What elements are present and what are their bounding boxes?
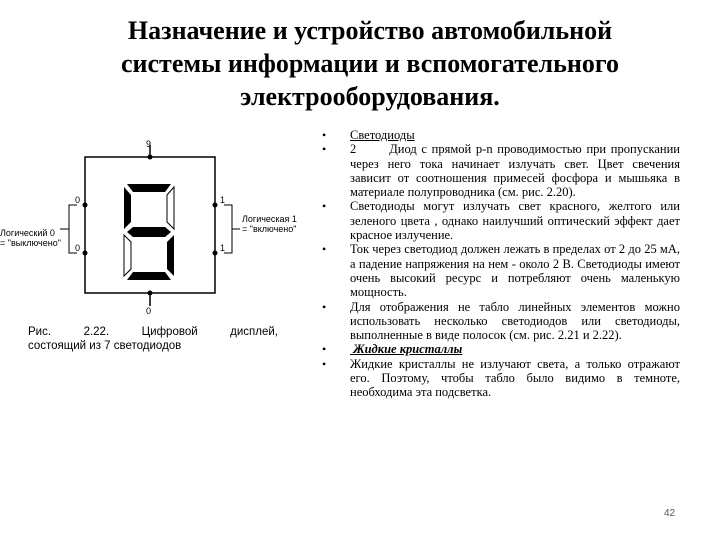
list-item: • Для отображения не табло линейных элементов можно использовать несколько светодиодов или светодиоды, выполненные в виде полосок (см. рис. 2.21 и 2.22). xyxy=(322,299,680,343)
pin-left-top-label: 0 xyxy=(75,195,81,205)
title-line-1: Назначение и устройство автомобильной xyxy=(127,16,613,45)
left-pin-top-dot xyxy=(83,203,88,208)
top-pin-dot xyxy=(148,155,153,160)
figure-caption: Рис. 2.22. Цифровой дисплей, состоящий из 7 светодиодов xyxy=(28,326,278,352)
logic-zero-label: Логический 0 = "выключено" xyxy=(0,228,61,248)
page-number: 42 xyxy=(664,508,676,519)
pin-top-label: 9 xyxy=(146,139,152,149)
right-pin-bottom-dot xyxy=(213,251,218,256)
pin-right-bottom-label: 1 xyxy=(220,243,226,253)
segment-f xyxy=(124,187,131,229)
slide-title xyxy=(60,14,680,113)
left-pin-bottom-dot xyxy=(83,251,88,256)
pin-left-bottom-label: 0 xyxy=(75,243,81,253)
right-pin-top-dot xyxy=(213,203,218,208)
list-item: • Светодиоды могут излучать свет красного, желтого или зеленого цвета , однако наилучший оптический эффект дает красное излучение. xyxy=(322,199,680,243)
segment-g xyxy=(127,227,171,237)
pin-right-top-label: 1 xyxy=(220,195,226,205)
segment-a xyxy=(127,184,171,192)
title-line-3: электрооборудования. xyxy=(240,82,500,111)
list-item: • Ток через светодиод должен лежать в пределах от 2 до 25 мА, а падение напряжения на нем - около 2 В. Светодиоды имеют очень высокий ресурс и потребляют очень маленькую мощность. xyxy=(322,242,680,300)
bullet-list xyxy=(320,128,684,400)
right-bracket xyxy=(224,205,232,253)
list-item: • Жидкие кристаллы xyxy=(320,342,680,356)
seven-segment-figure xyxy=(0,139,297,330)
heading-leds: Светодиоды xyxy=(350,128,415,142)
list-item: • Светодиоды xyxy=(320,128,680,142)
segment-b xyxy=(167,187,174,229)
pin-bottom-label: 0 xyxy=(146,306,152,316)
heading-liquid-crystals: Жидкие кристаллы xyxy=(350,342,463,357)
segment-e xyxy=(124,235,131,276)
segments xyxy=(124,184,174,280)
segment-d xyxy=(127,272,171,280)
segment-c xyxy=(167,235,174,276)
list-item: • Жидкие кристаллы не излучают света, а только отражают его. Поэтому, чтобы табло было видимо в темноте, необходима эта подсветка. xyxy=(322,356,680,400)
list-item: • 2 Диод с прямой p-n проводимостью при пропускании через него тока начинает излучать свет. Цвет свечения зависит от соотношения примесей фосфора и мышьяка в материале полупроводника (см. рис. 2.20). xyxy=(322,142,684,200)
logic-one-label: Логическая 1 = "включено" xyxy=(242,214,297,234)
bottom-pin-dot xyxy=(148,291,153,296)
title-line-2: системы информации и вспомогательного xyxy=(120,49,620,78)
